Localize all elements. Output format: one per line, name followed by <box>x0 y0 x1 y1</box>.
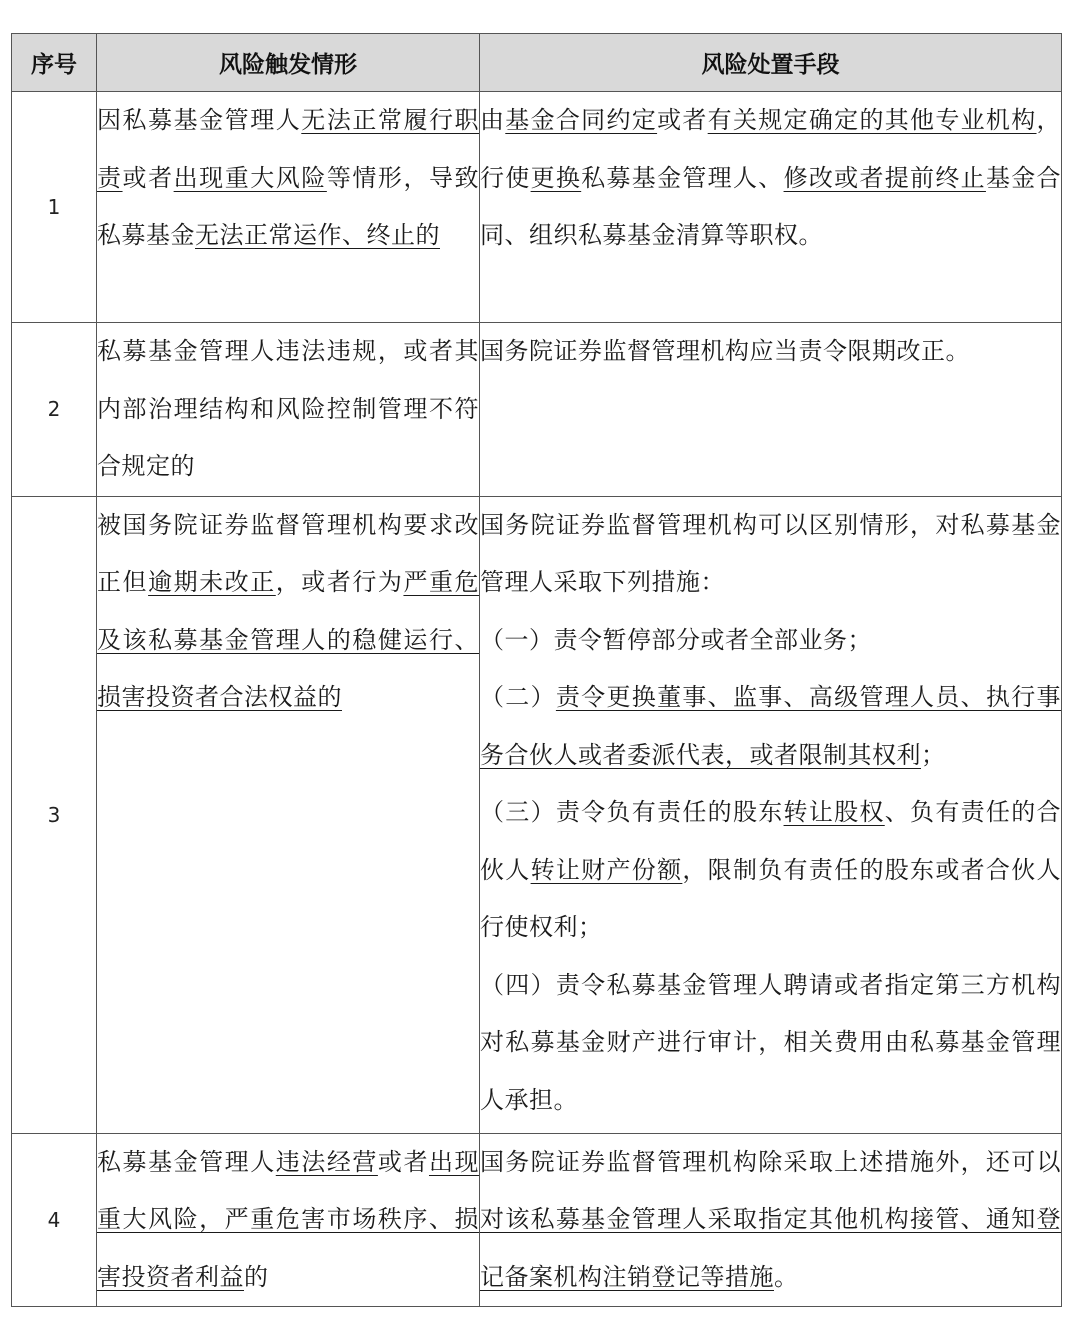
measure-cell <box>480 1133 1062 1307</box>
trigger-text: 因私募基金管理人无法正常履行职责或者出现重大风险等情形，导致私募基金无法正常运作、终止的 <box>97 106 480 249</box>
measure-cell <box>480 92 1062 323</box>
trigger-text: 私募基金管理人违法违规，或者其内部治理结构和风险控制管理不符合规定的 <box>97 337 479 480</box>
risk-handling-table <box>11 33 1062 1307</box>
header-risk-measure: 风险处置手段 <box>480 34 1062 92</box>
trigger-cell <box>97 323 480 497</box>
table-header-row <box>12 34 1062 92</box>
measure-paragraph: 国务院证券监督管理机构应当责令限期改正。 <box>480 337 970 365</box>
table-row <box>12 92 1062 323</box>
measure-item-3: （三）责令负有责任的股东转让股权、负有责任的合伙人转让财产份额，限制负有责任的股东或者合伙人行使权利； <box>480 798 1062 941</box>
measure-cell <box>480 496 1062 1133</box>
header-risk-trigger: 风险触发情形 <box>97 34 480 92</box>
measure-item-4: （四）责令私募基金管理人聘请或者指定第三方机构对私募基金财产进行审计，相关费用由私募基金管理人承担。 <box>480 970 1061 1114</box>
table-row <box>12 323 1062 497</box>
trigger-cell <box>97 1133 480 1307</box>
measure-paragraph: 由基金合同约定或者有关规定确定的其他专业机构，行使更换私募基金管理人、修改或者提前终止基金合同、组织私募基金清算等职权。 <box>480 106 1062 249</box>
trigger-cell <box>97 92 480 323</box>
trigger-cell <box>97 496 480 1133</box>
measure-item-2: （二）责令更换董事、监事、高级管理人员、执行事务合伙人或者委派代表，或者限制其权利； <box>480 683 1062 769</box>
row-number: 4 <box>12 1133 97 1307</box>
row-number: 3 <box>12 496 97 1133</box>
trigger-text: 被国务院证券监督管理机构要求改正但逾期未改正，或者行为严重危及该私募基金管理人的稳健运行、损害投资者合法权益的 <box>97 510 480 711</box>
row-number: 2 <box>12 323 97 497</box>
measure-cell <box>480 323 1062 497</box>
measure-paragraph: 国务院证券监督管理机构可以区别情形，对私募基金管理人采取下列措施： <box>480 510 1061 596</box>
trigger-text: 私募基金管理人违法经营或者出现重大风险，严重危害市场秩序、损害投资者利益的 <box>97 1147 480 1291</box>
measure-item-1: （一）责令暂停部分或者全部业务； <box>480 625 872 654</box>
table-row <box>12 496 1062 1133</box>
row-number: 1 <box>12 92 97 323</box>
header-seq-no: 序号 <box>12 34 97 92</box>
table-row <box>12 1133 1062 1307</box>
measure-paragraph: 国务院证券监督管理机构除采取上述措施外，还可以对该私募基金管理人采取指定其他机构接管、通知登记备案机构注销登记等措施。 <box>480 1147 1061 1291</box>
